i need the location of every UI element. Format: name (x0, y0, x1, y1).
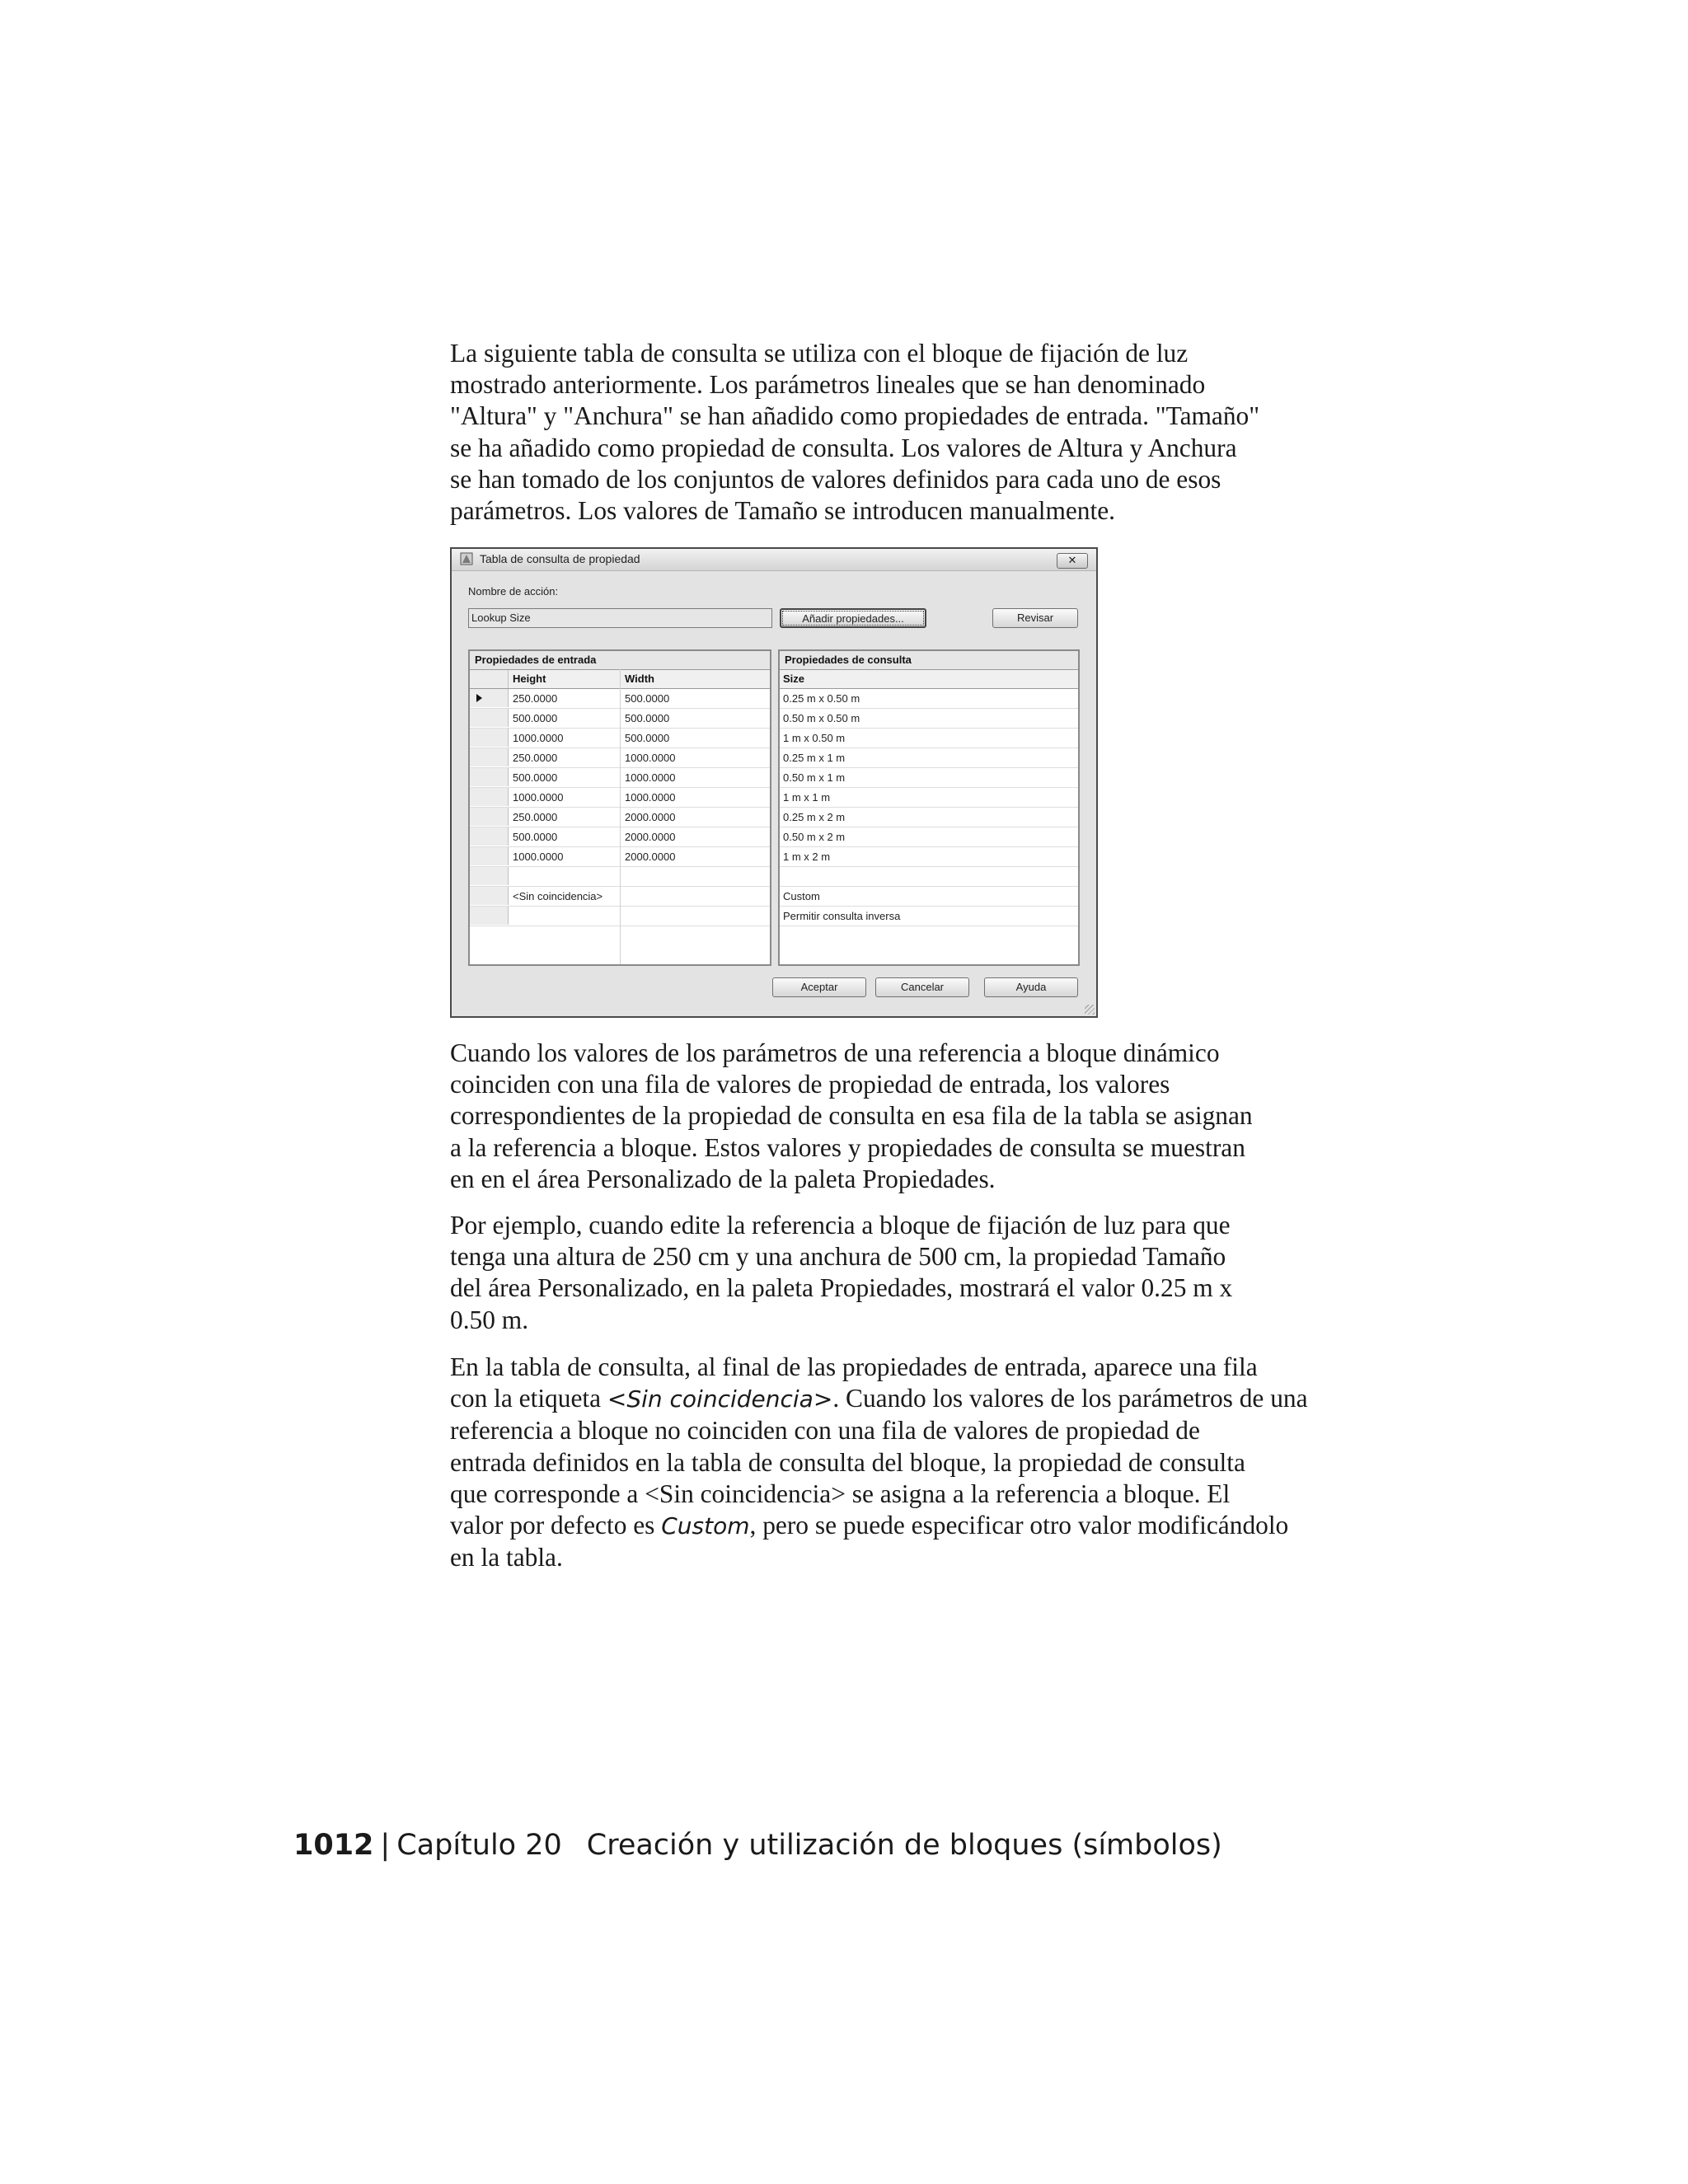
lookup-properties-grid[interactable] (778, 649, 1080, 966)
row-selector-header (470, 670, 509, 688)
text-line: "Altura" y "Anchura" se han añadido como propiedades de entrada. "Tamaño" (450, 401, 1260, 431)
row-selector[interactable] (470, 748, 509, 766)
size-cell[interactable]: 1 m x 1 m (783, 791, 831, 804)
height-cell[interactable]: 1000.0000 (513, 732, 564, 744)
row-selector[interactable] (470, 808, 509, 826)
row-selector[interactable] (470, 887, 509, 905)
height-cell[interactable]: 250.0000 (513, 752, 558, 764)
width-cell[interactable]: 1000.0000 (625, 752, 676, 764)
page-footer (293, 1829, 1222, 1862)
input-properties-header: Propiedades de entrada (470, 651, 770, 670)
size-cell[interactable]: Permitir consulta inversa (783, 910, 901, 922)
height-cell[interactable]: 1000.0000 (513, 851, 564, 863)
custom-term: Custom (661, 1512, 750, 1540)
width-cell[interactable]: 2000.0000 (625, 811, 676, 823)
lookup-table-row[interactable] (780, 729, 1078, 748)
footer-separator: | (380, 1829, 391, 1862)
height-column-header[interactable]: Height (513, 673, 546, 685)
size-cell[interactable]: 1 m x 0.50 m (783, 732, 846, 744)
size-cell[interactable]: 1 m x 2 m (783, 851, 831, 863)
text-line: en la tabla. (450, 1543, 563, 1572)
text-line: mostrado anteriormente. Los parámetros lineales que se han denominado (450, 370, 1206, 400)
lookup-table-row[interactable] (780, 887, 1078, 907)
width-cell[interactable]: 500.0000 (625, 732, 670, 744)
text-line: a la referencia a bloque. Estos valores y propiedades de consulta se muestran (450, 1132, 1245, 1162)
lookup-table-row[interactable] (780, 709, 1078, 729)
chapter-title: Creación y utilización de bloques (símbolos) (586, 1829, 1222, 1862)
width-cell[interactable]: 500.0000 (625, 692, 670, 705)
help-button[interactable]: Ayuda (984, 977, 1078, 997)
row-selector[interactable] (470, 847, 509, 865)
intro-paragraph (450, 338, 1340, 527)
text-line (450, 1510, 1340, 1542)
size-cell[interactable]: Custom (783, 890, 820, 902)
height-cell[interactable]: <Sin coincidencia> (513, 890, 603, 902)
text-line: coinciden con una fila de valores de propiedad de entrada, los valores (450, 1070, 1170, 1099)
text-run: . Cuando los valores de los parámetros de una (832, 1384, 1308, 1413)
no-match-term: <Sin coincidencia> (607, 1385, 833, 1413)
text-line: En la tabla de consulta, al final de las propiedades de entrada, aparece una fila (450, 1352, 1258, 1381)
lookup-rows (780, 689, 1078, 926)
text-line: se ha añadido como propiedad de consulta. Los valores de Altura y Anchura (450, 433, 1237, 462)
height-cell[interactable]: 500.0000 (513, 712, 558, 724)
width-column-header[interactable]: Width (625, 673, 654, 685)
lookup-table-row[interactable] (780, 748, 1078, 768)
lookup-table-row[interactable] (780, 827, 1078, 847)
height-cell[interactable]: 250.0000 (513, 692, 558, 705)
row-selector[interactable] (470, 729, 509, 747)
size-cell[interactable]: 0.50 m x 0.50 m (783, 712, 860, 724)
lookup-table-row[interactable] (780, 768, 1078, 788)
lookup-table-row[interactable] (780, 788, 1078, 808)
text-line: entrada definidos en la tabla de consulta del bloque, la propiedad de consulta (450, 1447, 1245, 1477)
action-name-label: Nombre de acción: (468, 585, 559, 598)
lookup-table-row[interactable] (780, 808, 1078, 827)
column-divider (620, 669, 621, 964)
text-line: correspondientes de la propiedad de consulta en esa fila de la tabla se asignan (450, 1101, 1253, 1131)
lookup-table-row[interactable] (780, 867, 1078, 887)
text-line: que corresponde a <Sin coincidencia> se asigna a la referencia a bloque. El (450, 1479, 1231, 1508)
size-column-header[interactable]: Size (783, 673, 805, 685)
row-selector[interactable] (470, 867, 509, 885)
action-name-field[interactable]: Lookup Size (468, 608, 772, 628)
text-line: tenga una altura de 250 cm y una anchura de 500 cm, la propiedad Tamaño (450, 1242, 1226, 1272)
width-cell[interactable]: 2000.0000 (625, 831, 676, 843)
row-selector[interactable] (470, 709, 509, 727)
current-row-arrow-icon[interactable] (470, 689, 509, 707)
text-line: en en el área Personalizado de la paleta Propiedades. (450, 1164, 996, 1193)
text-line: La siguiente tabla de consulta se utiliza con el bloque de fijación de luz (450, 339, 1189, 368)
dialog-titlebar (452, 549, 1096, 571)
text-line: parámetros. Los valores de Tamaño se introducen manualmente. (450, 496, 1116, 526)
width-cell[interactable]: 1000.0000 (625, 771, 676, 784)
dialog-title: Tabla de consulta de propiedad (480, 552, 640, 565)
text-line: Por ejemplo, cuando edite la referencia a bloque de fijación de luz para que (450, 1211, 1231, 1240)
row-selector[interactable] (470, 768, 509, 786)
height-cell[interactable]: 1000.0000 (513, 791, 564, 804)
matching-paragraph (450, 1038, 1340, 1195)
resize-grip-icon[interactable] (1085, 1005, 1095, 1015)
height-cell[interactable]: 500.0000 (513, 831, 558, 843)
lookup-table-row[interactable] (780, 907, 1078, 926)
width-cell[interactable]: 2000.0000 (625, 851, 676, 863)
height-cell[interactable]: 500.0000 (513, 771, 558, 784)
size-cell[interactable]: 0.25 m x 0.50 m (783, 692, 860, 705)
text-line: se han tomado de los conjuntos de valores definidos para cada uno de esos (450, 464, 1221, 494)
size-cell[interactable]: 0.50 m x 2 m (783, 831, 846, 843)
cancel-button[interactable]: Cancelar (875, 977, 969, 997)
lookup-properties-header: Propiedades de consulta (780, 651, 1078, 670)
row-selector[interactable] (470, 788, 509, 806)
size-cell[interactable]: 0.50 m x 1 m (783, 771, 846, 784)
lookup-table-row[interactable] (780, 847, 1078, 867)
text-line: del área Personalizado, en la paleta Propiedades, mostrará el valor 0.25 m x (450, 1273, 1233, 1303)
text-line: 0.50 m. (450, 1305, 529, 1334)
lookup-table-dialog (450, 547, 1098, 1018)
add-properties-button[interactable]: Añadir propiedades... (780, 608, 926, 628)
width-cell[interactable]: 1000.0000 (625, 791, 676, 804)
text-line: referencia a bloque no coinciden con una fila de valores de propiedad de (450, 1416, 1200, 1446)
height-cell[interactable]: 250.0000 (513, 811, 558, 823)
width-cell[interactable]: 500.0000 (625, 712, 670, 724)
text-run: , pero se puede especificar otro valor modificándolo (749, 1511, 1289, 1540)
ok-button[interactable]: Aceptar (772, 977, 866, 997)
row-selector[interactable] (470, 827, 509, 846)
text-line: Cuando los valores de los parámetros de una referencia a bloque dinámico (450, 1038, 1220, 1067)
text-run: valor por defecto es (450, 1511, 662, 1540)
review-button[interactable]: Revisar (992, 608, 1078, 628)
lookup-column-header (780, 670, 1078, 689)
app-icon (460, 552, 473, 565)
text-run: con la etiqueta (450, 1384, 607, 1413)
row-selector[interactable] (470, 907, 509, 925)
size-cell[interactable]: 0.25 m x 2 m (783, 811, 846, 823)
no-match-paragraph (450, 1352, 1340, 1573)
close-button[interactable] (1057, 553, 1088, 569)
text-line (450, 1383, 1340, 1415)
lookup-table-row[interactable] (780, 689, 1078, 709)
size-cell[interactable]: 0.25 m x 1 m (783, 752, 846, 764)
input-properties-grid[interactable] (468, 649, 771, 966)
chapter-label: Capítulo 20 (396, 1829, 562, 1862)
page-number: 1012 (293, 1829, 374, 1862)
close-icon: ✕ (1067, 554, 1077, 566)
example-paragraph (450, 1210, 1340, 1336)
